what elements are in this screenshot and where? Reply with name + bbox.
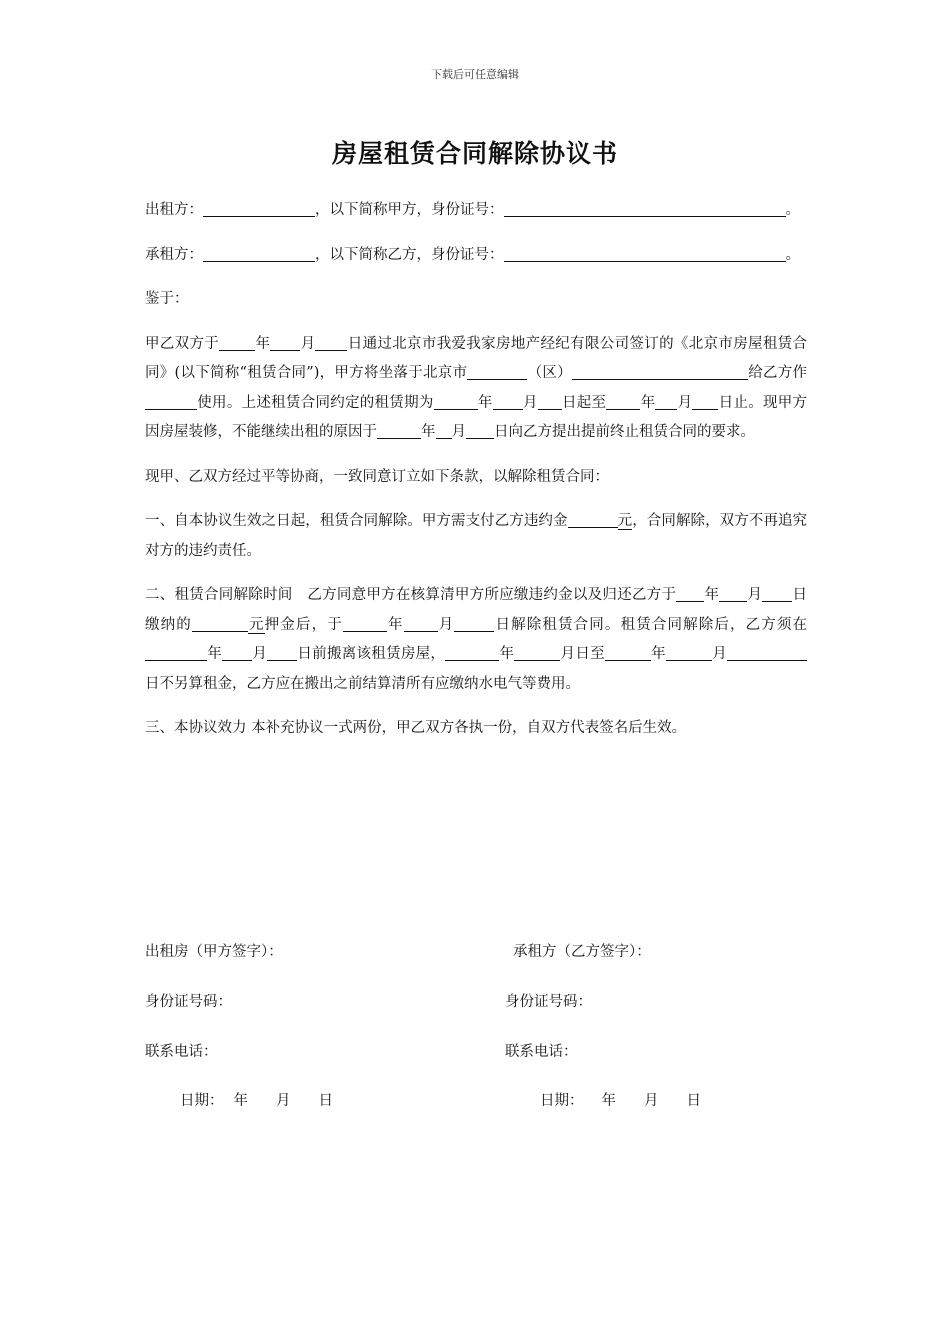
lessor-id-blank-cont[interactable] <box>762 198 786 217</box>
lessor-name-blank[interactable] <box>203 198 315 217</box>
rentfree-end-day-blank[interactable] <box>727 642 807 661</box>
whereas-heading: 鉴于： <box>145 291 189 307</box>
termination-year-blank[interactable] <box>343 613 387 632</box>
deposit-day-blank[interactable] <box>762 583 792 602</box>
lessee-id-blank[interactable] <box>504 243 762 262</box>
notice-month-blank[interactable] <box>436 420 452 439</box>
address-blank[interactable] <box>572 361 748 380</box>
lease-start-day-blank[interactable] <box>538 391 562 410</box>
notice-day-blank[interactable] <box>466 420 494 439</box>
lessee-signature-label: 承租方（乙方签字）： <box>513 944 651 960</box>
clause-two: 二、租赁合同解除时间 乙方同意甲方在核算清甲方所应缴违约金以及归还乙方于 年 月 日缴纳的 元押金后，于 年 月 日解除租赁合同。租赁合同解除后，乙方须在年 月 日前搬离该租赁房屋， 年 月日至 年 月日不另算租金，乙方应在搬出之前结算清所有应缴纳水电气等费用。 <box>145 581 807 699</box>
lessor-line: 出租方： ，以下简称甲方，身份证号： 。 <box>145 196 807 226</box>
termination-day-blank[interactable] <box>454 613 494 632</box>
lessor-signature-label: 出租房（甲方签字）： <box>145 944 283 960</box>
lessee-name-blank[interactable] <box>203 243 315 262</box>
sign-day-blank[interactable] <box>315 332 347 351</box>
rentfree-end-year-blank[interactable] <box>605 642 651 661</box>
lessor-date-line: 日期： 年 月 日 <box>180 1093 333 1109</box>
lease-end-month-blank[interactable] <box>655 391 677 410</box>
agreement-intro: 现甲、乙双方经过平等协商，一致同意订立如下条款，以解除租赁合同： <box>145 468 609 485</box>
deposit-year-blank[interactable] <box>676 583 704 602</box>
moveout-month-blank[interactable] <box>222 642 252 661</box>
lessee-phone-label: 联系电话： <box>505 1044 578 1060</box>
termination-month-blank[interactable] <box>404 613 438 632</box>
lease-end-year-blank[interactable] <box>606 391 640 410</box>
moveout-year-blank[interactable] <box>145 642 207 661</box>
deposit-month-blank[interactable] <box>719 583 747 602</box>
document-title: 房屋租赁合同解除协议书 <box>331 139 618 168</box>
sign-month-blank[interactable] <box>270 332 300 351</box>
lessee-id-label: 身份证号码： <box>505 994 592 1010</box>
lessor-id-label: 身份证号码： <box>145 994 232 1010</box>
clause-one: 一、自本协议生效之日起，租赁合同解除。甲方需支付乙方违约金 元，合同解除，双方不再追究对方的违约责任。 <box>145 507 807 566</box>
lease-end-day-blank[interactable] <box>692 391 718 410</box>
deposit-amount-blank[interactable] <box>192 613 248 632</box>
lessee-id-blank-cont[interactable] <box>762 243 786 262</box>
sign-year-blank[interactable] <box>219 332 255 351</box>
moveout-day-blank[interactable] <box>267 642 297 661</box>
rentfree-start-month-blank[interactable] <box>514 642 560 661</box>
district-blank[interactable] <box>467 361 527 380</box>
lessee-date-line: 日期： 年 月 日 <box>540 1093 701 1109</box>
lessor-id-blank[interactable] <box>504 198 762 217</box>
lessor-phone-label: 联系电话： <box>145 1044 218 1060</box>
rentfree-start-year-blank[interactable] <box>445 642 499 661</box>
document-body <box>145 196 807 759</box>
clause-three: 三、本协议效力 本补充协议一式两份，甲乙双方各执一份，自双方代表签名后生效。 <box>145 720 687 736</box>
notice-year-blank[interactable] <box>377 420 421 439</box>
lease-start-month-blank[interactable] <box>493 391 523 410</box>
lessee-line: 承租方： ，以下简称乙方，身份证号： 。 <box>145 241 807 271</box>
lease-start-year-blank[interactable] <box>434 391 478 410</box>
usage-blank[interactable] <box>145 391 197 410</box>
background-paragraph: 甲乙双方于 年 月 日通过北京市我爱我家房地产经纪有限公司签订的《北京市房屋租赁合同》(以下简称“租赁合同”)，甲方将坐落于北京市 （区） 给乙方作使用。上述租赁合同约定的租赁期为 年 月 日起至 年 月 日止。现甲方因房屋装修，不能继续出租的原因于 年 月 日向乙方提出提前终止租赁合同的要求。 <box>145 330 807 448</box>
rentfree-end-month-blank[interactable] <box>666 642 712 661</box>
header-note: 下载后可任意编辑 <box>431 68 519 81</box>
penalty-amount-blank[interactable] <box>568 509 618 528</box>
